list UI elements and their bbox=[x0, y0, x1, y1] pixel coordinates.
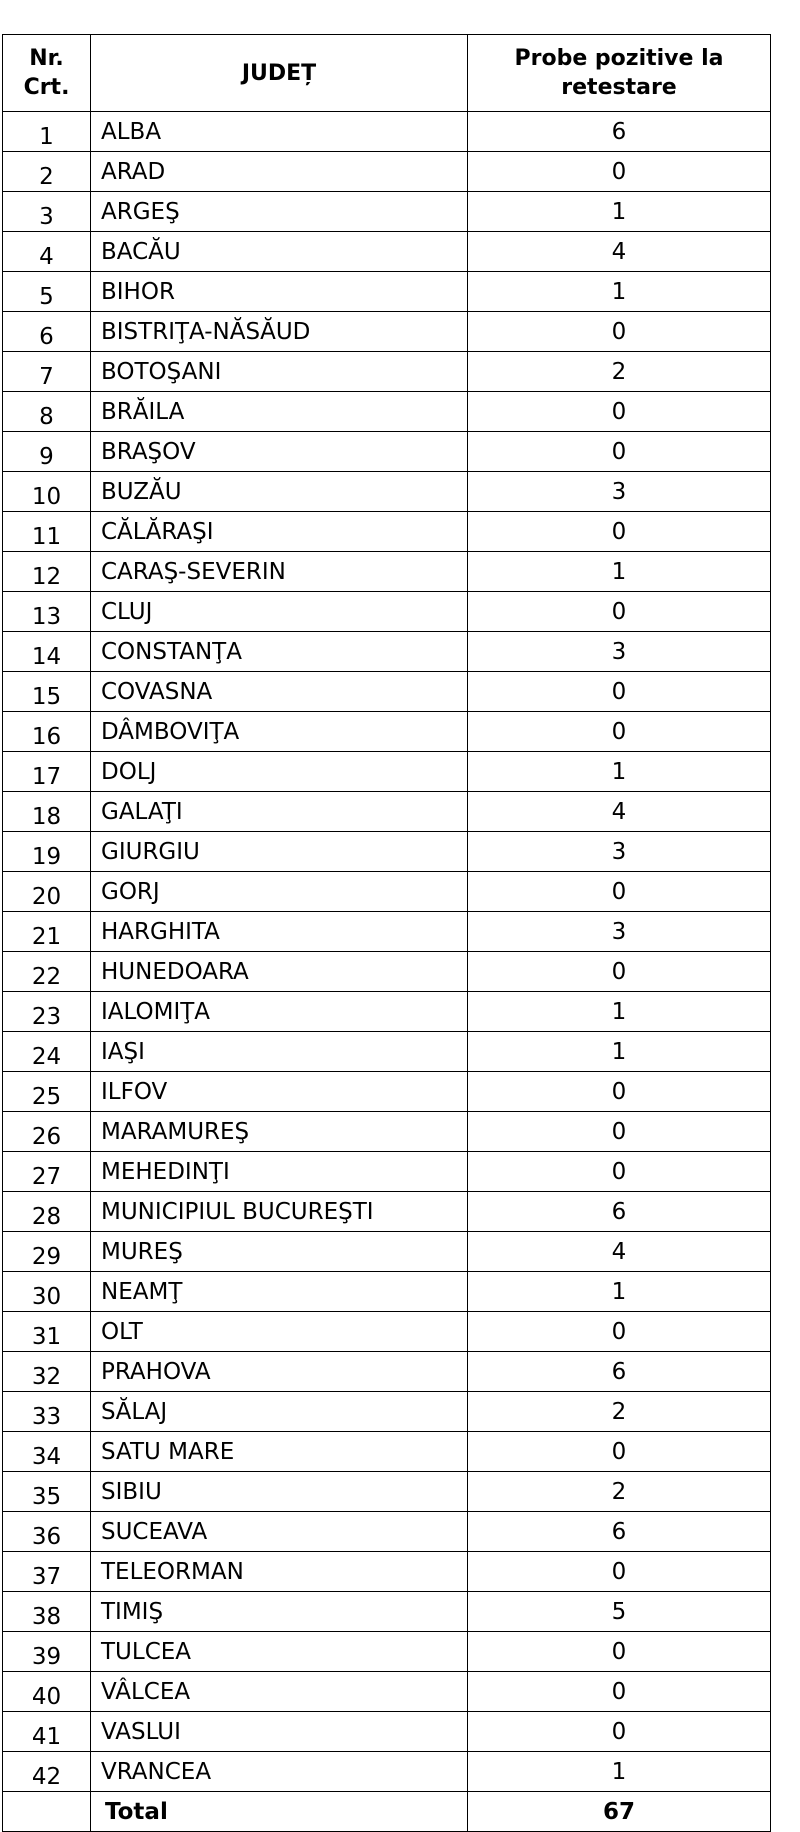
county-name: BIHOR bbox=[91, 272, 468, 312]
table-row bbox=[3, 192, 771, 232]
positive-count: 3 bbox=[468, 832, 771, 872]
row-number: 38 bbox=[3, 1592, 91, 1632]
table-row bbox=[3, 512, 771, 552]
row-number: 29 bbox=[3, 1232, 91, 1272]
table-body bbox=[3, 112, 771, 1792]
table-row bbox=[3, 552, 771, 592]
table-row bbox=[3, 472, 771, 512]
table-row bbox=[3, 1752, 771, 1792]
table-row bbox=[3, 1232, 771, 1272]
row-number: 26 bbox=[3, 1112, 91, 1152]
table-row bbox=[3, 912, 771, 952]
county-name: TULCEA bbox=[91, 1632, 468, 1672]
table-row bbox=[3, 1112, 771, 1152]
positive-count: 1 bbox=[468, 992, 771, 1032]
row-number: 5 bbox=[3, 272, 91, 312]
county-name: DOLJ bbox=[91, 752, 468, 792]
county-name: VASLUI bbox=[91, 1712, 468, 1752]
table-row bbox=[3, 1592, 771, 1632]
positive-count: 3 bbox=[468, 472, 771, 512]
table-row bbox=[3, 792, 771, 832]
table-header bbox=[3, 35, 771, 112]
row-number: 37 bbox=[3, 1552, 91, 1592]
table-row bbox=[3, 1032, 771, 1072]
positive-count: 0 bbox=[468, 1152, 771, 1192]
row-number: 2 bbox=[3, 152, 91, 192]
row-number: 31 bbox=[3, 1312, 91, 1352]
positive-count: 1 bbox=[468, 1752, 771, 1792]
row-number: 20 bbox=[3, 872, 91, 912]
table-row bbox=[3, 1272, 771, 1312]
row-number: 19 bbox=[3, 832, 91, 872]
positive-count: 0 bbox=[468, 872, 771, 912]
positive-count: 3 bbox=[468, 912, 771, 952]
positive-count: 0 bbox=[468, 1712, 771, 1752]
table-row bbox=[3, 832, 771, 872]
row-number: 6 bbox=[3, 312, 91, 352]
row-number: 15 bbox=[3, 672, 91, 712]
header-probe-pozitive: Probe pozitive la retestare bbox=[468, 35, 771, 112]
county-name: BRĂILA bbox=[91, 392, 468, 432]
positive-count: 0 bbox=[468, 1432, 771, 1472]
county-name: SĂLAJ bbox=[91, 1392, 468, 1432]
county-name: MEHEDINŢI bbox=[91, 1152, 468, 1192]
county-name: CĂLĂRAŞI bbox=[91, 512, 468, 552]
county-name: VÂLCEA bbox=[91, 1672, 468, 1712]
positive-count: 1 bbox=[468, 552, 771, 592]
table-row bbox=[3, 1312, 771, 1352]
row-number: 28 bbox=[3, 1192, 91, 1232]
row-number: 24 bbox=[3, 1032, 91, 1072]
total-label: Total bbox=[91, 1792, 468, 1832]
county-name: SUCEAVA bbox=[91, 1512, 468, 1552]
table-row bbox=[3, 712, 771, 752]
row-number: 1 bbox=[3, 112, 91, 152]
positive-count: 4 bbox=[468, 792, 771, 832]
county-name: MUNICIPIUL BUCUREŞTI bbox=[91, 1192, 468, 1232]
table-row bbox=[3, 1672, 771, 1712]
positive-count: 0 bbox=[468, 1632, 771, 1672]
row-number: 18 bbox=[3, 792, 91, 832]
table-row bbox=[3, 1392, 771, 1432]
row-number: 25 bbox=[3, 1072, 91, 1112]
positive-count: 1 bbox=[468, 272, 771, 312]
table-row bbox=[3, 1152, 771, 1192]
row-number: 21 bbox=[3, 912, 91, 952]
table-row bbox=[3, 272, 771, 312]
positive-count: 0 bbox=[468, 1312, 771, 1352]
positive-count: 2 bbox=[468, 352, 771, 392]
table-row bbox=[3, 1552, 771, 1592]
positive-count: 0 bbox=[468, 312, 771, 352]
row-number: 13 bbox=[3, 592, 91, 632]
header-row bbox=[3, 35, 771, 112]
county-name: DÂMBOVIŢA bbox=[91, 712, 468, 752]
table-row bbox=[3, 952, 771, 992]
positive-count: 0 bbox=[468, 592, 771, 632]
county-name: VRANCEA bbox=[91, 1752, 468, 1792]
table-row bbox=[3, 872, 771, 912]
row-number: 41 bbox=[3, 1712, 91, 1752]
county-name: BRAŞOV bbox=[91, 432, 468, 472]
positive-count: 6 bbox=[468, 1352, 771, 1392]
row-number: 14 bbox=[3, 632, 91, 672]
table-row bbox=[3, 1632, 771, 1672]
row-number: 39 bbox=[3, 1632, 91, 1672]
county-name: ALBA bbox=[91, 112, 468, 152]
positive-count: 0 bbox=[468, 672, 771, 712]
positive-count: 2 bbox=[468, 1392, 771, 1432]
county-name: MUREŞ bbox=[91, 1232, 468, 1272]
county-name: HARGHITA bbox=[91, 912, 468, 952]
table-row bbox=[3, 112, 771, 152]
positive-count: 0 bbox=[468, 952, 771, 992]
table-row bbox=[3, 312, 771, 352]
county-name: PRAHOVA bbox=[91, 1352, 468, 1392]
county-name: BOTOŞANI bbox=[91, 352, 468, 392]
county-name: CLUJ bbox=[91, 592, 468, 632]
row-number: 33 bbox=[3, 1392, 91, 1432]
table-row bbox=[3, 1352, 771, 1392]
row-number: 30 bbox=[3, 1272, 91, 1312]
county-name: CONSTANŢA bbox=[91, 632, 468, 672]
positive-count: 4 bbox=[468, 232, 771, 272]
county-name: GIURGIU bbox=[91, 832, 468, 872]
table-row bbox=[3, 632, 771, 672]
row-number: 7 bbox=[3, 352, 91, 392]
table-row bbox=[3, 1472, 771, 1512]
total-value: 67 bbox=[468, 1792, 771, 1832]
header-nr-crt: Nr. Crt. bbox=[3, 35, 91, 112]
table-row bbox=[3, 392, 771, 432]
positive-count: 0 bbox=[468, 1072, 771, 1112]
positive-count: 0 bbox=[468, 712, 771, 752]
table-row bbox=[3, 1512, 771, 1552]
county-name: HUNEDOARA bbox=[91, 952, 468, 992]
positive-count: 6 bbox=[468, 1512, 771, 1552]
positive-count: 1 bbox=[468, 1032, 771, 1072]
county-name: BACĂU bbox=[91, 232, 468, 272]
table-row bbox=[3, 752, 771, 792]
positive-count: 1 bbox=[468, 752, 771, 792]
row-number: 40 bbox=[3, 1672, 91, 1712]
positive-count: 0 bbox=[468, 512, 771, 552]
positive-count: 5 bbox=[468, 1592, 771, 1632]
county-name: BISTRIŢA-NĂSĂUD bbox=[91, 312, 468, 352]
row-number: 22 bbox=[3, 952, 91, 992]
row-number: 12 bbox=[3, 552, 91, 592]
row-number: 42 bbox=[3, 1752, 91, 1792]
county-name: TIMIŞ bbox=[91, 1592, 468, 1632]
county-name: GALAŢI bbox=[91, 792, 468, 832]
county-name: ILFOV bbox=[91, 1072, 468, 1112]
row-number: 23 bbox=[3, 992, 91, 1032]
table-row bbox=[3, 232, 771, 272]
positive-count: 0 bbox=[468, 1672, 771, 1712]
positive-count: 1 bbox=[468, 192, 771, 232]
row-number: 11 bbox=[3, 512, 91, 552]
county-name: SIBIU bbox=[91, 1472, 468, 1512]
positive-count: 6 bbox=[468, 112, 771, 152]
positive-count: 0 bbox=[468, 392, 771, 432]
row-number: 4 bbox=[3, 232, 91, 272]
header-judet: JUDEȚ bbox=[91, 35, 468, 112]
county-name: ARGEŞ bbox=[91, 192, 468, 232]
positive-count: 4 bbox=[468, 1232, 771, 1272]
row-number: 36 bbox=[3, 1512, 91, 1552]
retest-results-table bbox=[2, 34, 771, 1832]
table-row bbox=[3, 992, 771, 1032]
table-row bbox=[3, 1072, 771, 1112]
row-number: 3 bbox=[3, 192, 91, 232]
county-name: IALOMIŢA bbox=[91, 992, 468, 1032]
positive-count: 6 bbox=[468, 1192, 771, 1232]
table-row bbox=[3, 592, 771, 632]
positive-count: 0 bbox=[468, 432, 771, 472]
table-row bbox=[3, 432, 771, 472]
positive-count: 0 bbox=[468, 1112, 771, 1152]
county-name: BUZĂU bbox=[91, 472, 468, 512]
table-row bbox=[3, 672, 771, 712]
row-number: 17 bbox=[3, 752, 91, 792]
table-row bbox=[3, 152, 771, 192]
positive-count: 0 bbox=[468, 152, 771, 192]
county-name: IAŞI bbox=[91, 1032, 468, 1072]
table-row bbox=[3, 352, 771, 392]
row-number: 9 bbox=[3, 432, 91, 472]
row-number: 34 bbox=[3, 1432, 91, 1472]
county-name: CARAŞ-SEVERIN bbox=[91, 552, 468, 592]
row-number: 8 bbox=[3, 392, 91, 432]
positive-count: 2 bbox=[468, 1472, 771, 1512]
positive-count: 0 bbox=[468, 1552, 771, 1592]
positive-count: 3 bbox=[468, 632, 771, 672]
county-name: GORJ bbox=[91, 872, 468, 912]
county-name: MARAMUREŞ bbox=[91, 1112, 468, 1152]
row-number: 27 bbox=[3, 1152, 91, 1192]
county-name: OLT bbox=[91, 1312, 468, 1352]
row-number: 10 bbox=[3, 472, 91, 512]
county-name: COVASNA bbox=[91, 672, 468, 712]
table-row bbox=[3, 1432, 771, 1472]
county-name: TELEORMAN bbox=[91, 1552, 468, 1592]
county-name: ARAD bbox=[91, 152, 468, 192]
table-row bbox=[3, 1712, 771, 1752]
positive-count: 1 bbox=[468, 1272, 771, 1312]
county-name: SATU MARE bbox=[91, 1432, 468, 1472]
row-number: 32 bbox=[3, 1352, 91, 1392]
row-number: 35 bbox=[3, 1472, 91, 1512]
county-name: NEAMŢ bbox=[91, 1272, 468, 1312]
table-row bbox=[3, 1192, 771, 1232]
row-number: 16 bbox=[3, 712, 91, 752]
